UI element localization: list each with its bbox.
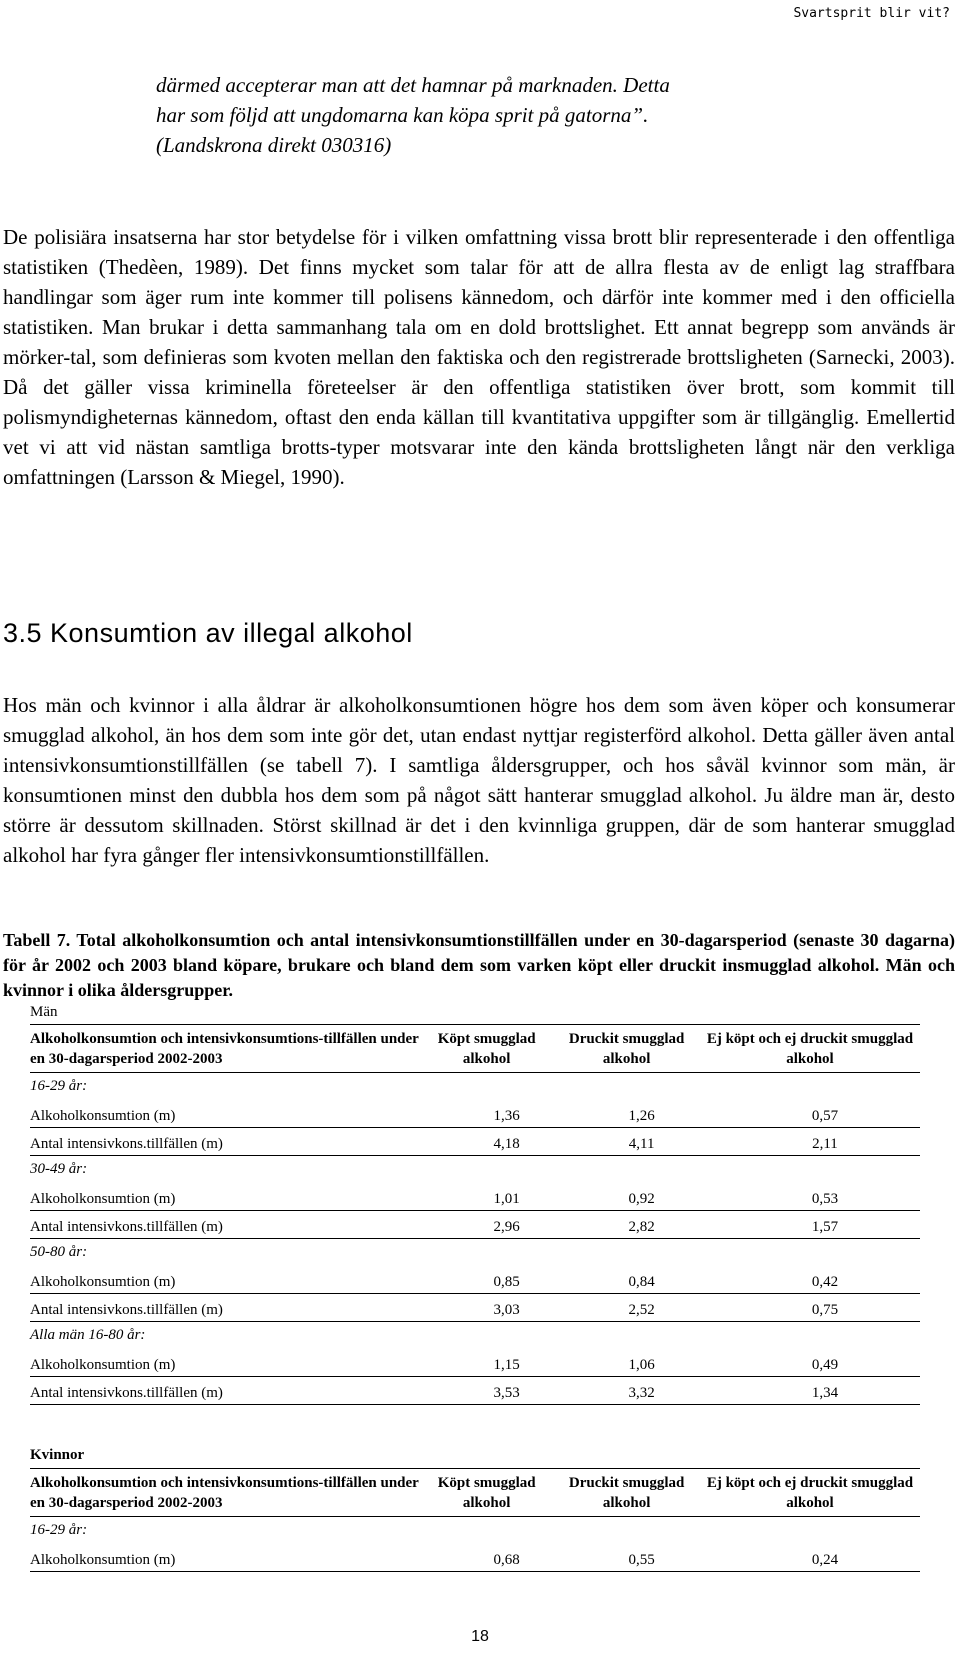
table-cell <box>553 1239 700 1267</box>
row-label: Alkoholkonsumtion (m) <box>30 1100 420 1128</box>
table-row <box>30 1294 920 1322</box>
age-group-label: 16-29 år: <box>30 1078 88 1094</box>
quote-line: (Landskrona direkt 030316) <box>156 133 392 157</box>
table-cell: 3,32 <box>553 1377 700 1405</box>
table-row <box>30 1349 920 1377</box>
table-cell: 3,03 <box>420 1294 553 1322</box>
table-cell: 0,68 <box>420 1544 553 1572</box>
paragraph-consumption: Hos män och kvinnor i alla åldrar är alkoholkonsumtionen högre hos dem som även köper och konsumerar smugglad alkohol, än hos dem som inte gör det, utan endast nyttjar registerförd alkohol. Detta gäller även antal intensivkonsumtionstillfällen (se tabell 7). I samtliga åldersgrupper, och hos såväl kvinnor som män, är konsumtionen minst den dubbla hos dem som på något sätt hanterar smugglad alkohol. Ju äldre man är, desto större är dessutom skillnaden. Störst skillnad är det i den kvinnliga gruppen, där de som hanterar smugglad alkohol har fyra gånger fler intensivkonsumtionstillfällen. <box>3 693 955 867</box>
men-table-header-row <box>30 1025 920 1073</box>
row-label: Antal intensivkons.tillfällen (m) <box>30 1128 420 1156</box>
column-header: Köpt smugglad alkohol <box>420 1469 553 1517</box>
row-label: Antal intensivkons.tillfällen (m) <box>30 1377 420 1405</box>
table-cell: 1,57 <box>700 1211 920 1239</box>
column-header: Alkoholkonsumtion och intensivkonsumtions-tillfällen under en 30-dagarsperiod 2002-2003 <box>30 1025 420 1073</box>
table-caption: Tabell 7. Total alkoholkonsumtion och antal intensivkonsumtionstillfällen under en 30-dagarsperiod (senaste 30 dagarna) för år 2002 och 2003 bland köpare, brukare och bland dem som varken köpt eller druckit insmugglad alkohol. Män och kvinnor i olika åldersgrupper. <box>3 930 955 1000</box>
table-cell <box>700 1517 920 1545</box>
men-table <box>30 1024 920 1405</box>
table-cell: 2,52 <box>553 1294 700 1322</box>
table-cell: 0,57 <box>700 1100 920 1128</box>
table-cell: 2,11 <box>700 1128 920 1156</box>
block-quote <box>156 70 856 160</box>
running-head: Svartsprit blir vit? <box>793 6 950 21</box>
quote-line: har som följd att ungdomarna kan köpa sprit på gatorna”. <box>156 103 649 127</box>
table-cell <box>420 1239 553 1267</box>
table-cell <box>700 1156 920 1184</box>
table-cell: 4,18 <box>420 1128 553 1156</box>
table-cell <box>553 1156 700 1184</box>
age-group-label: 30-49 år: <box>30 1161 88 1177</box>
table-cell: 0,75 <box>700 1294 920 1322</box>
table-cell: 1,01 <box>420 1183 553 1211</box>
section-heading: 3.5 Konsumtion av illegal alkohol <box>3 618 413 648</box>
column-header: Köpt smugglad alkohol <box>420 1025 553 1073</box>
column-header: Ej köpt och ej druckit smugglad alkohol <box>700 1469 920 1517</box>
row-label: Alkoholkonsumtion (m) <box>30 1266 420 1294</box>
table-cell: 3,53 <box>420 1377 553 1405</box>
column-header: Ej köpt och ej druckit smugglad alkohol <box>700 1025 920 1073</box>
table-row <box>30 1128 920 1156</box>
age-group-row <box>30 1073 920 1101</box>
table-row <box>30 1183 920 1211</box>
table-cell: 4,11 <box>553 1128 700 1156</box>
table-row <box>30 1544 920 1572</box>
age-group-label: Alla män 16-80 år: <box>30 1327 146 1343</box>
table-cell: 0,85 <box>420 1266 553 1294</box>
row-label: Alkoholkonsumtion (m) <box>30 1349 420 1377</box>
table-cell: 1,34 <box>700 1377 920 1405</box>
table-row <box>30 1266 920 1294</box>
table-cell: 0,53 <box>700 1183 920 1211</box>
women-table-body <box>30 1517 920 1572</box>
men-table-body <box>30 1073 920 1405</box>
table-cell: 1,26 <box>553 1100 700 1128</box>
age-group-row <box>30 1322 920 1350</box>
column-header: Druckit smugglad alkohol <box>553 1469 700 1517</box>
row-label: Antal intensivkons.tillfällen (m) <box>30 1294 420 1322</box>
age-group-label: 16-29 år: <box>30 1522 88 1538</box>
age-group-row <box>30 1156 920 1184</box>
age-group-row <box>30 1517 920 1545</box>
row-label: Alkoholkonsumtion (m) <box>30 1544 420 1572</box>
table-cell: 2,96 <box>420 1211 553 1239</box>
table-cell: 1,36 <box>420 1100 553 1128</box>
table-cell: 0,24 <box>700 1544 920 1572</box>
table-cell <box>420 1322 553 1350</box>
table-cell: 1,15 <box>420 1349 553 1377</box>
table-cell <box>553 1073 700 1101</box>
table-row <box>30 1211 920 1239</box>
age-group-label: 50-80 år: <box>30 1244 88 1260</box>
women-table-label: Kvinnor <box>30 1447 85 1463</box>
page-number: 18 <box>471 1628 489 1645</box>
column-header: Alkoholkonsumtion och intensivkonsumtions-tillfällen under en 30-dagarsperiod 2002-2003 <box>30 1469 420 1517</box>
table-row <box>30 1100 920 1128</box>
table-cell: 2,82 <box>553 1211 700 1239</box>
table-cell: 0,42 <box>700 1266 920 1294</box>
table-cell: 1,06 <box>553 1349 700 1377</box>
women-table-header-row <box>30 1469 920 1517</box>
women-table <box>30 1468 920 1572</box>
table-cell: 0,49 <box>700 1349 920 1377</box>
table-cell: 0,84 <box>553 1266 700 1294</box>
row-label: Antal intensivkons.tillfällen (m) <box>30 1211 420 1239</box>
table-cell <box>700 1073 920 1101</box>
table-cell <box>420 1156 553 1184</box>
column-header: Druckit smugglad alkohol <box>553 1025 700 1073</box>
table-cell <box>700 1239 920 1267</box>
table-cell: 0,92 <box>553 1183 700 1211</box>
table-cell <box>700 1322 920 1350</box>
table-cell: 0,55 <box>553 1544 700 1572</box>
paragraph-police-statistics: De polisiära insatserna har stor betydelse för i vilken omfattning vissa brott blir representerade i den offentliga statistiken (Thedèen, 1989). Det finns mycket som talar för att de allra flesta av de enligt lag straffbara handlingar som äger rum inte kommer till polisens kännedom, och därför inte kommer med i den officiella statistiken. Man brukar i detta sammanhang tala om en dold brottslighet. Ett annat begrepp som används är mörker-tal, som definieras som kvoten mellan den faktiska och den registrerade brottsligheten (Sarnecki, 2003). Då det gäller vissa kriminella företeelser är den offentliga statistiken över brott, som kommit till polismyndigheternas kännedom, oftast den enda källan till kvantitativa uppgifter som är tillgänglig. Emellertid vet vi att vid nästan samtliga brotts-typer motsvarar inte den kända brottsligheten långt när den verkliga omfattningen (Larsson & Miegel, 1990). <box>3 225 955 489</box>
table-cell <box>553 1322 700 1350</box>
quote-line: därmed accepterar man att det hamnar på marknaden. Detta <box>156 73 670 97</box>
table-cell <box>420 1517 553 1545</box>
table-cell <box>420 1073 553 1101</box>
table-row <box>30 1377 920 1405</box>
row-label: Alkoholkonsumtion (m) <box>30 1183 420 1211</box>
table-cell <box>553 1517 700 1545</box>
men-table-label: Män <box>30 1004 58 1020</box>
age-group-row <box>30 1239 920 1267</box>
